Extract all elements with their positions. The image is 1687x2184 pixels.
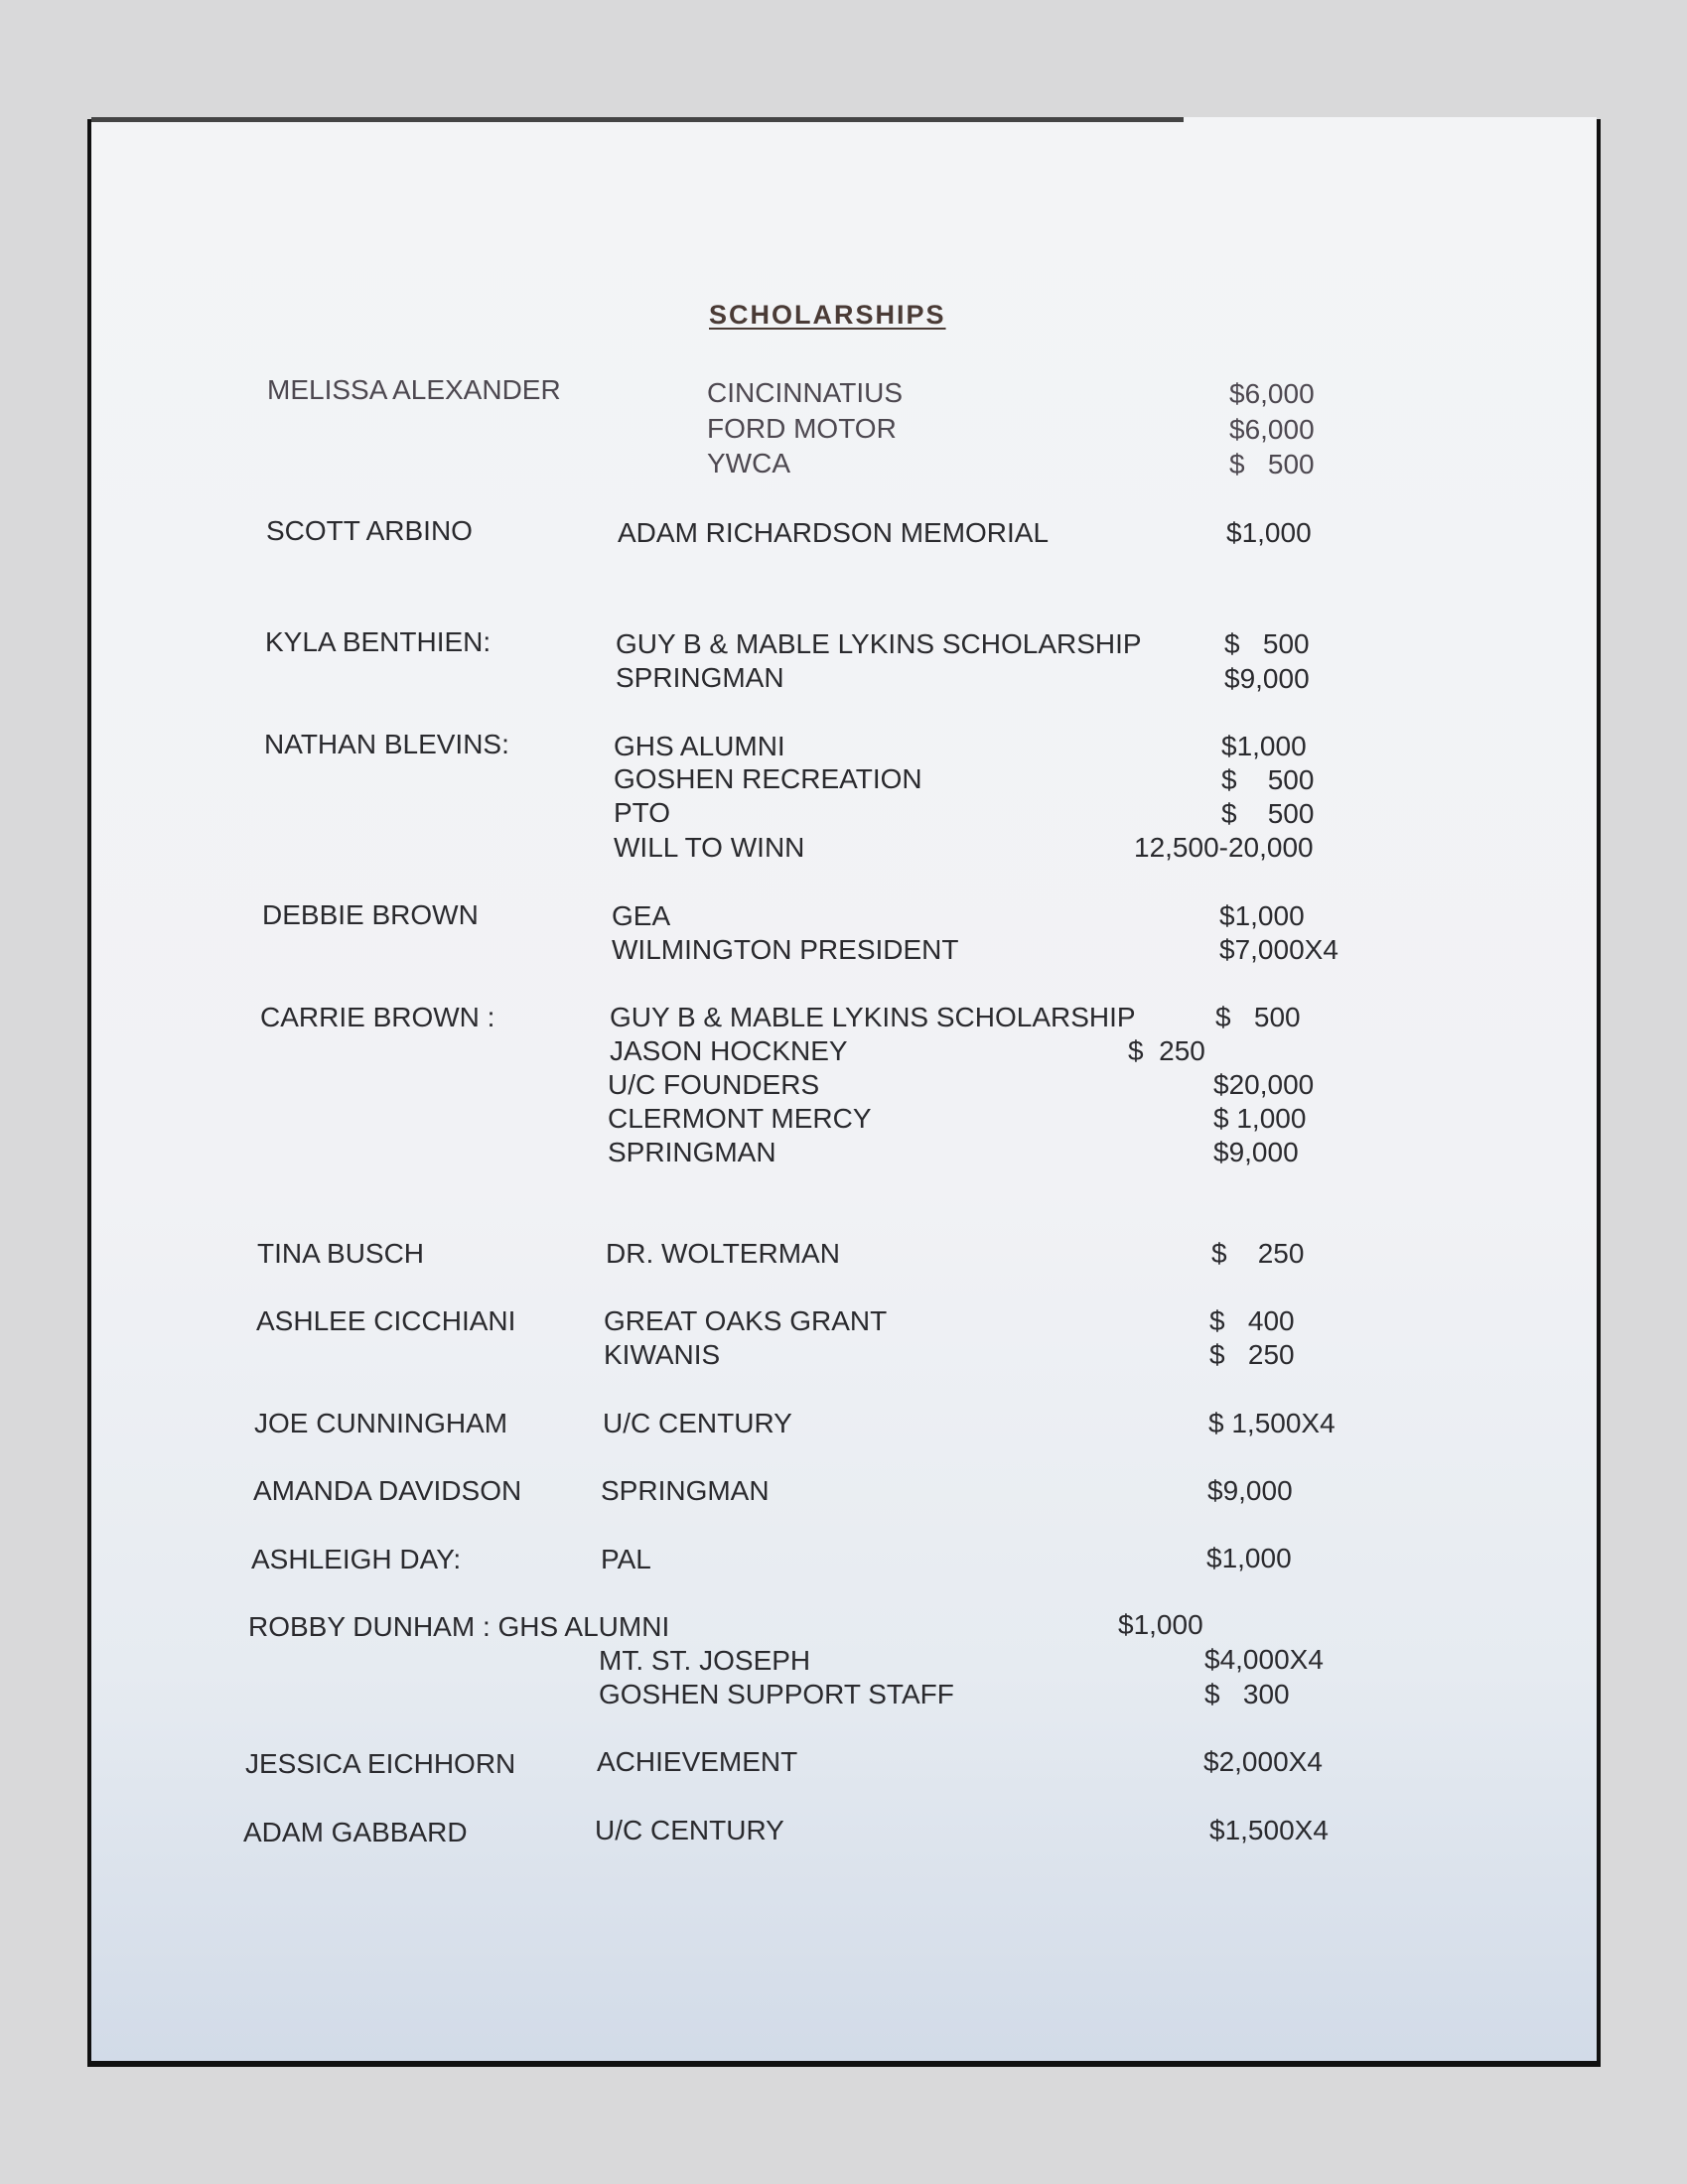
recipient-name: MELISSA ALEXANDER [267,374,561,405]
award-amount: $ 500 [1221,798,1315,829]
award-amount: $6,000 [1229,378,1315,409]
award-amount: $7,000X4 [1219,934,1338,965]
award-label: FORD MOTOR [707,413,897,444]
award-label: GREAT OAKS GRANT [604,1305,888,1336]
award-amount: $1,000 [1226,517,1312,548]
award-amount: $9,000 [1213,1137,1299,1167]
award-amount: $ 500 [1221,764,1315,795]
recipient-name: NATHAN BLEVINS: [264,729,509,759]
award-label: ADAM RICHARDSON MEMORIAL [618,517,1050,548]
award-amount: $1,000 [1219,900,1305,931]
award-amount: $ 250 [1209,1339,1295,1370]
award-amount: $4,000X4 [1204,1644,1324,1675]
award-amount: $ 1,000 [1213,1103,1307,1134]
recipient-name: SCOTT ARBINO [266,515,473,546]
award-label: GHS ALUMNI [614,731,785,761]
award-amount: $ 300 [1204,1679,1290,1709]
award-amount: $ 500 [1215,1002,1301,1032]
award-label: SPRINGMAN [616,662,784,693]
recipient-name: ASHLEE CICCHIANI [256,1305,516,1336]
award-amount: $1,000 [1221,731,1307,761]
award-label: ACHIEVEMENT [597,1746,798,1777]
award-label: GEA [612,900,671,931]
award-label: PAL [601,1544,651,1574]
recipient-name: DEBBIE BROWN [262,899,479,930]
award-amount: $9,000 [1207,1475,1293,1506]
award-label: U/C CENTURY [595,1815,784,1845]
award-label: MT. ST. JOSEPH [599,1645,811,1676]
award-amount: $6,000 [1229,414,1315,445]
award-label: U/C FOUNDERS [608,1069,820,1100]
award-amount: $2,000X4 [1203,1746,1323,1777]
recipient-name: JOE CUNNINGHAM [254,1408,508,1438]
award-amount: $1,000 [1118,1609,1203,1640]
award-label: YWCA [707,448,790,478]
recipient-name: ROBBY DUNHAM : GHS ALUMNI [248,1611,670,1642]
award-amount: $ 1,500X4 [1208,1408,1336,1438]
award-label: GUY B & MABLE LYKINS SCHOLARSHIP [616,628,1142,659]
award-amount: $ 500 [1229,449,1315,479]
award-label: WILL TO WINN [614,832,805,863]
award-label: GUY B & MABLE LYKINS SCHOLARSHIP [610,1002,1136,1032]
recipient-name: ASHLEIGH DAY: [251,1544,462,1574]
award-label: SPRINGMAN [608,1137,776,1167]
award-label: CINCINNATIUS [707,377,904,408]
recipient-name: AMANDA DAVIDSON [253,1475,522,1506]
award-amount: $ 250 [1128,1035,1205,1066]
award-label: DR. WOLTERMAN [606,1238,840,1269]
award-label: KIWANIS [604,1339,721,1370]
recipient-name: KYLA BENTHIEN: [265,626,492,657]
award-label: WILMINGTON PRESIDENT [612,934,959,965]
recipient-name: TINA BUSCH [257,1238,425,1269]
award-amount: $1,500X4 [1209,1815,1329,1845]
award-amount: $1,000 [1206,1543,1292,1573]
award-label: GOSHEN RECREATION [614,763,922,794]
award-amount: $ 500 [1224,628,1310,659]
recipient-name: CARRIE BROWN : [260,1002,495,1032]
recipient-name: JESSICA EICHHORN [245,1748,516,1779]
award-amount: $ 400 [1209,1305,1295,1336]
page-title: SCHOLARSHIPS [709,300,946,330]
award-label: GOSHEN SUPPORT STAFF [599,1679,954,1709]
award-label: PTO [614,797,671,828]
award-label: SPRINGMAN [601,1475,770,1506]
award-label: U/C CENTURY [603,1408,792,1438]
award-amount: $20,000 [1213,1069,1315,1100]
paper-top-edge [91,117,1184,122]
award-amount: $ 250 [1211,1238,1305,1269]
award-label: JASON HOCKNEY [610,1035,848,1066]
award-label: CLERMONT MERCY [608,1103,872,1134]
recipient-name: ADAM GABBARD [243,1817,468,1847]
award-amount: $9,000 [1224,663,1310,694]
award-amount: 12,500-20,000 [1134,832,1314,863]
